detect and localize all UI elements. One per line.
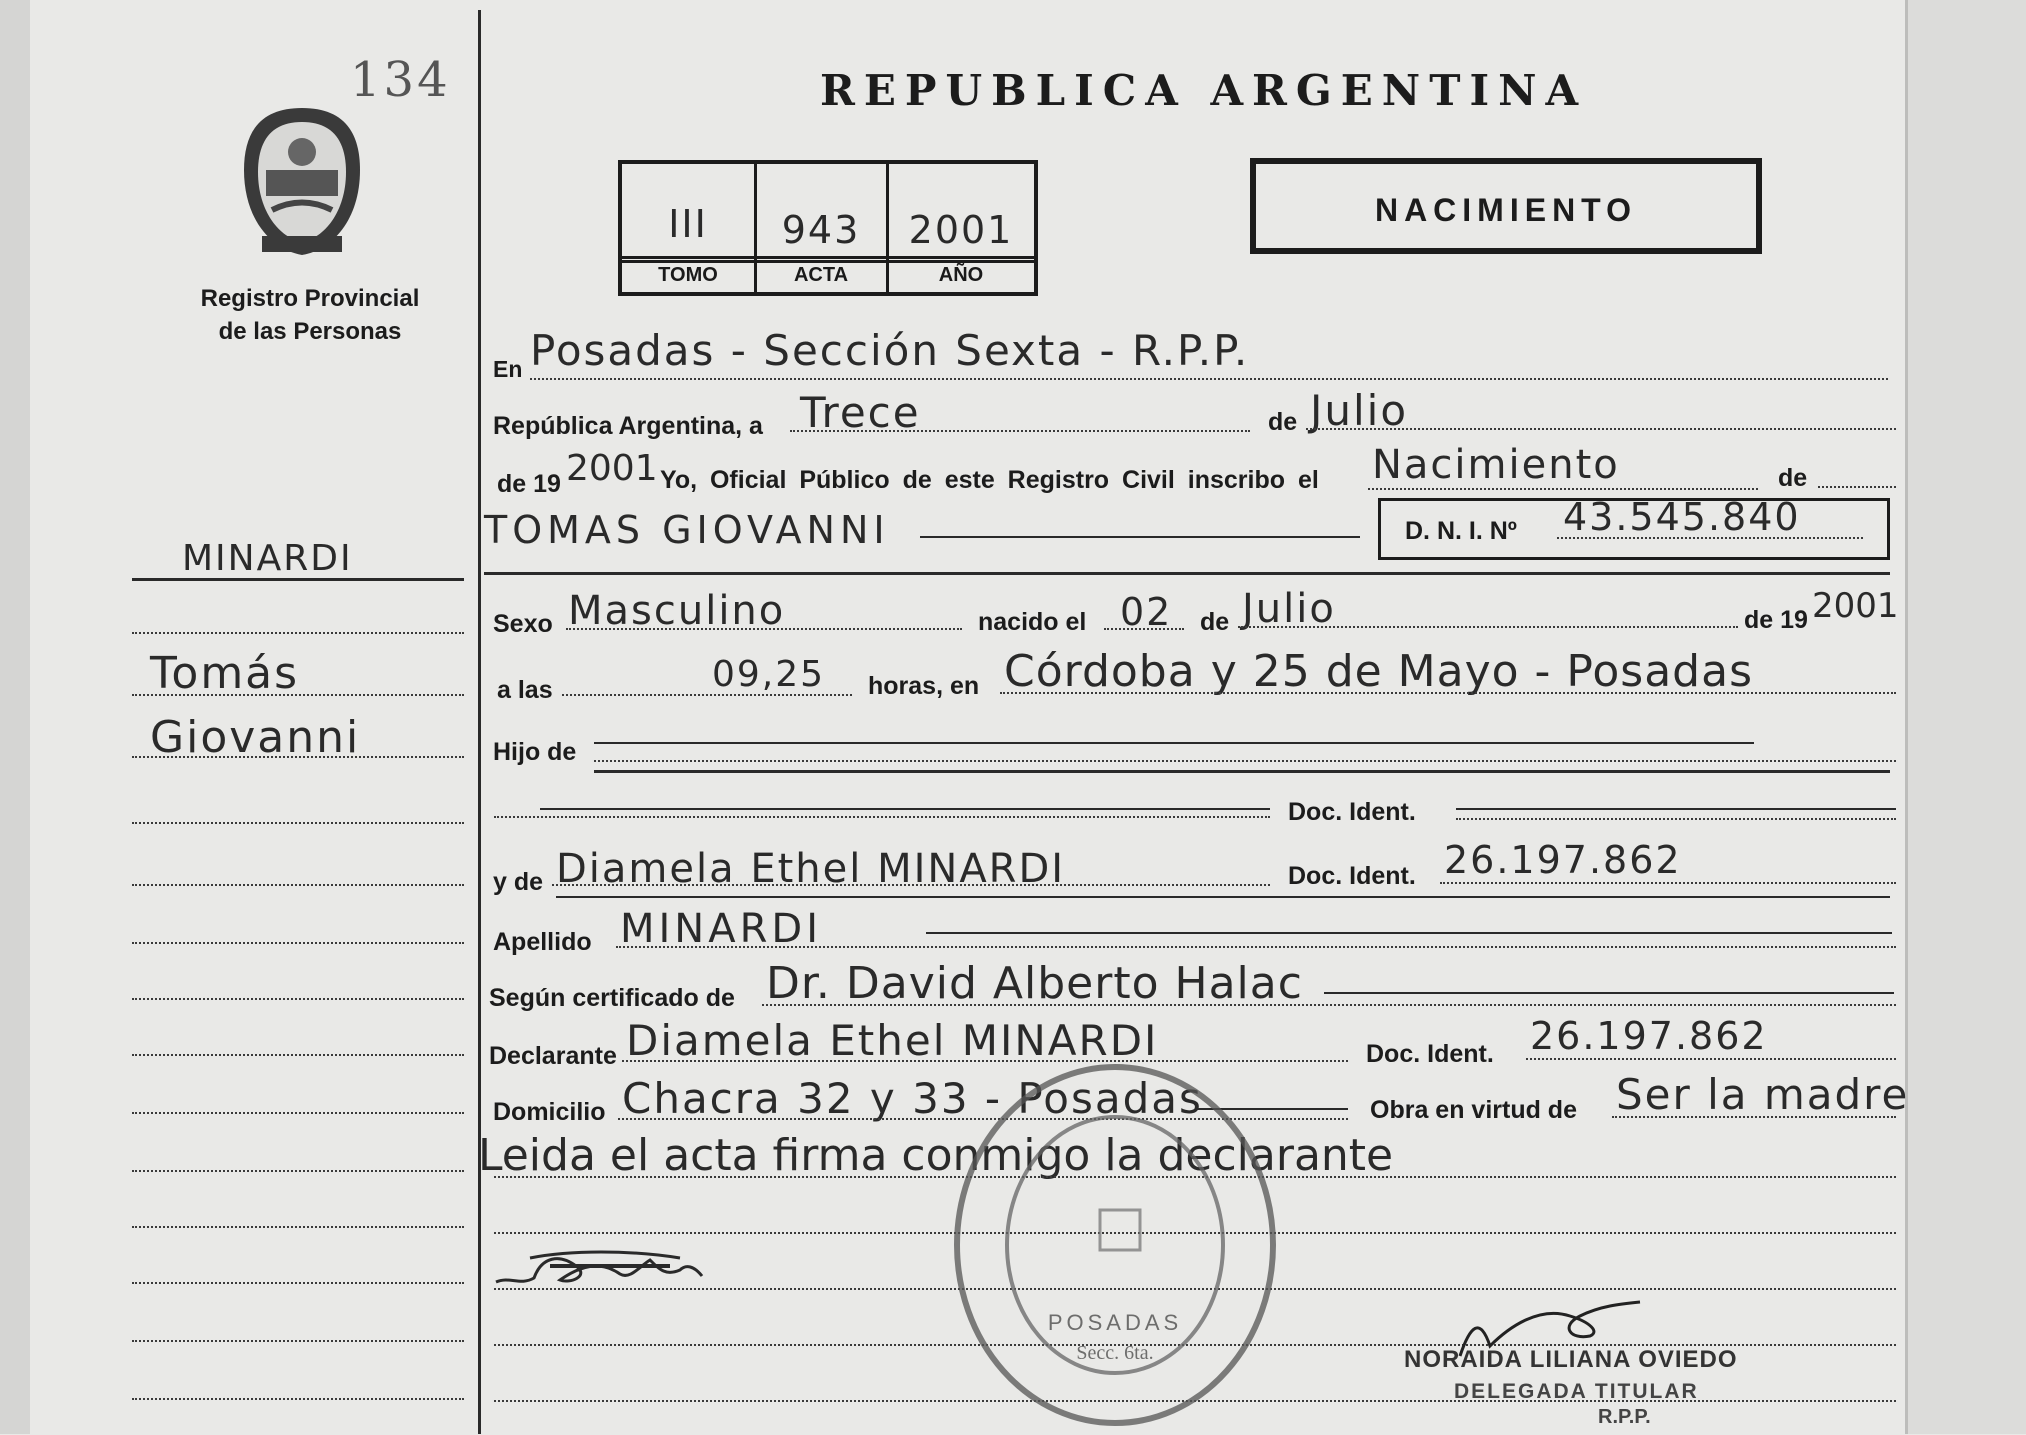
field-dni-number: 43.545.840 (1563, 495, 1801, 539)
line-father-cont (540, 808, 1270, 810)
field-birth-year: 2001 (1812, 586, 1899, 626)
line-birth-month (1238, 626, 1738, 628)
coat-of-arms-logo (232, 100, 372, 260)
label-hijo-de: Hijo de (493, 738, 577, 766)
margin-line (132, 1226, 464, 1228)
field-place: Posadas - Sección Sexta - R.P.P. (530, 326, 1250, 375)
line-place (530, 378, 1888, 380)
label-sexo: Sexo (493, 610, 553, 638)
tomo-value: III (668, 202, 708, 246)
margin-surname: MINARDI (182, 538, 353, 579)
margin-divider (478, 10, 481, 1434)
record-type-label: NACIMIENTO (1374, 192, 1638, 228)
line-sex (566, 628, 962, 630)
ano-value: 2001 (908, 208, 1014, 252)
line-cert-strike (1324, 992, 1894, 994)
label-de-event: de (1778, 464, 1808, 492)
stamp-center-line2: Secc. 6ta. (1076, 1342, 1154, 1364)
label-de-19-birth: de 19 (1744, 606, 1808, 634)
label-de-19: de 19 (497, 470, 561, 498)
line-declarant-doc (1526, 1058, 1896, 1060)
label-domicilio: Domicilio (493, 1098, 606, 1126)
line-surname (616, 946, 1896, 948)
line-cert (762, 1004, 1896, 1006)
field-month-word: Julio (1310, 386, 1409, 435)
field-event: Nacimiento (1372, 442, 1620, 488)
margin-line (132, 1340, 464, 1342)
margin-line (132, 998, 464, 1000)
field-day-word: Trece (800, 388, 921, 437)
label-dni: D. N. I. Nº (1405, 517, 1517, 545)
rule-under-name (484, 572, 1890, 575)
line-acts-as (1612, 1116, 1896, 1118)
margin-line (132, 694, 464, 696)
line-mother-doc (1440, 882, 1896, 884)
line-mother-name (552, 884, 1270, 886)
line-surname-strike (926, 932, 1892, 934)
label-y-de: y de (493, 868, 544, 896)
margin-given-name-1: Tomás (150, 648, 300, 699)
page-right-edge (1905, 0, 2026, 1434)
label-en: En (493, 356, 523, 382)
label-doc-ident-declarant: Doc. Ident. (1366, 1040, 1494, 1068)
field-closing-note: Leida el acta firma conmigo la declarante (478, 1130, 1394, 1181)
field-acts-as: Ser la madre (1616, 1070, 1910, 1119)
line-day (790, 430, 1250, 432)
label-doc-ident-father: Doc. Ident. (1288, 798, 1416, 826)
field-mother-name: Diamela Ethel MINARDI (556, 846, 1066, 892)
dni-box (1378, 495, 1890, 560)
label-republica: República Argentina, a (493, 412, 763, 440)
line-father-strike (594, 742, 1754, 744)
line-event-tail (1818, 486, 1896, 488)
line-child-name (920, 536, 1360, 538)
label-nacido-el: nacido el (978, 608, 1087, 636)
registry-name-line1: Registro Provincial (200, 285, 420, 312)
margin-line (132, 1398, 464, 1400)
declarant-signature (490, 1236, 740, 1296)
field-declarant-doc: 26.197.862 (1530, 1014, 1768, 1058)
label-de: de (1268, 408, 1298, 436)
line-dni (1557, 537, 1863, 539)
margin-line (132, 1112, 464, 1114)
field-certificate-by: Dr. David Alberto Halac (766, 958, 1303, 1009)
record-type-box (1250, 158, 1762, 254)
label-obra: Obra en virtud de (1370, 1096, 1577, 1124)
margin-line (132, 632, 464, 634)
margin-given-name-2: Giovanni (150, 712, 361, 763)
official-stamp (950, 1060, 1280, 1430)
line-father-strike-2 (594, 770, 1890, 773)
margin-line (132, 1282, 464, 1284)
stamp-center-line1: POSADAS (1047, 1310, 1183, 1335)
field-address: Chacra 32 y 33 - Posadas (622, 1074, 1203, 1123)
margin-line (132, 1170, 464, 1172)
label-horas-en: horas, en (868, 672, 980, 700)
field-birth-time: 09,25 (712, 654, 826, 695)
label-a-las: a las (497, 676, 553, 704)
line-father-doc (1456, 818, 1896, 820)
field-birth-month: Julio (1242, 586, 1336, 632)
line-birth-day (1104, 628, 1184, 630)
page-left-edge (0, 0, 30, 1434)
label-segun: Según certificado de (489, 984, 735, 1012)
tomo-label: TOMO (658, 264, 718, 286)
margin-line (132, 884, 464, 886)
field-birth-place: Córdoba y 25 de Mayo - Posadas (1004, 646, 1753, 697)
line-event (1368, 488, 1758, 490)
margin-line (132, 822, 464, 824)
field-sex: Masculino (568, 588, 786, 634)
field-birth-day: 02 (1120, 590, 1173, 634)
acta-label: ACTA (793, 264, 849, 286)
line-father-doc-strike (1456, 808, 1896, 810)
label-declarante: Declarante (489, 1042, 617, 1070)
officer-office: R.P.P. (1598, 1406, 1651, 1428)
field-surname: MINARDI (620, 906, 822, 952)
officer-title: DELEGADA TITULAR (1454, 1380, 1699, 1403)
line-month (1306, 428, 1896, 430)
rule-under-mother (556, 896, 1890, 898)
acta-value: 943 (781, 208, 861, 252)
field-child-name: TOMAS GIOVANNI (484, 508, 890, 552)
field-year: 2001 (566, 448, 658, 489)
line-birth-time (562, 694, 852, 696)
margin-line (132, 1054, 464, 1056)
officer-name: NORAIDA LILIANA OVIEDO (1404, 1346, 1738, 1373)
label-de-month: de (1200, 608, 1230, 636)
margin-line (132, 756, 464, 758)
label-apellido: Apellido (493, 928, 592, 956)
field-mother-doc: 26.197.862 (1444, 838, 1682, 882)
page-number: 134 (350, 52, 451, 108)
record-number-box (618, 160, 1038, 296)
ano-label: AÑO (938, 264, 984, 286)
line-father-cont-dots (494, 816, 1270, 818)
label-doc-ident-mother: Doc. Ident. (1288, 862, 1416, 890)
margin-line (132, 942, 464, 944)
label-yo-oficial: Yo, Oficial Público de este Registro Civil inscribo el (660, 466, 1319, 494)
registry-name-line2: de las Personas (218, 318, 402, 345)
line-birth-place (1000, 692, 1896, 694)
country-title: REPUBLICA ARGENTINA (820, 66, 1588, 115)
line-father (594, 760, 1896, 762)
field-declarant-name: Diamela Ethel MINARDI (626, 1016, 1159, 1065)
